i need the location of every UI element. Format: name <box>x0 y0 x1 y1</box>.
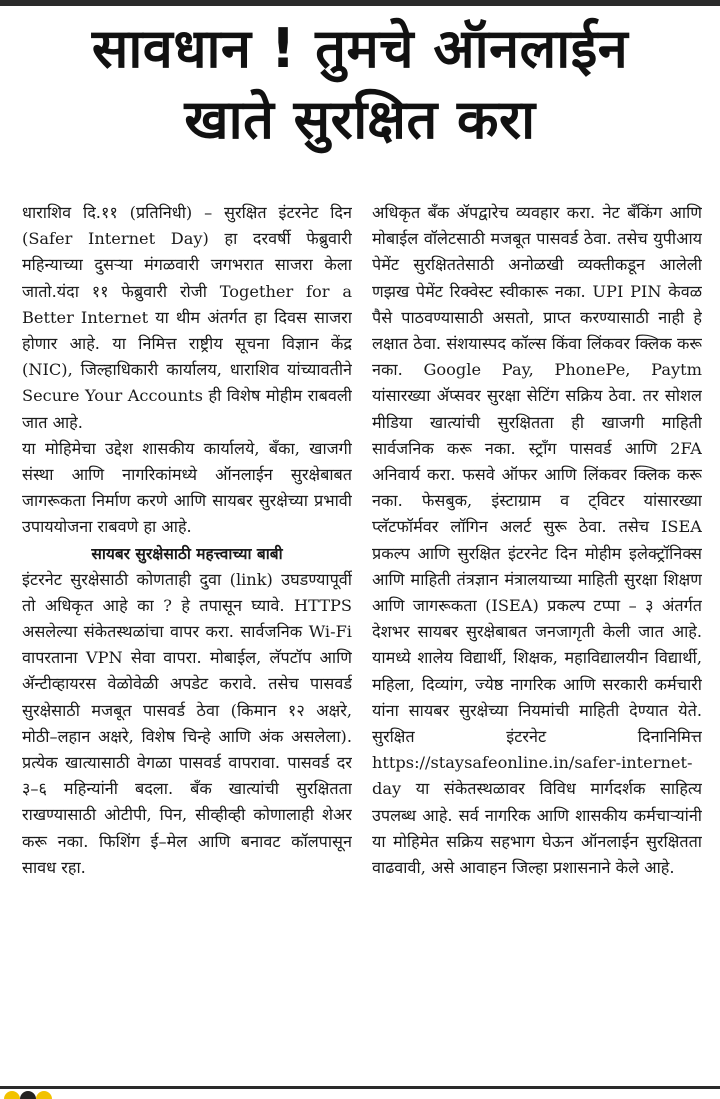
black-dot-icon <box>20 1091 36 1099</box>
left-paragraph-1: धाराशिव दि.११ (प्रतिनिधी) – सुरक्षित इंटरनेट दिन (Safer Internet Day) हा दरवर्षी फेब्रुवारी महिन्याच्या दुसऱ्या मंगळवारी जगभरात साजरा केला जातो.यंदा ११ फेब्रुवारी रोजी Together for a Better Internet या थीम अंतर्गत हा दिवस साजरा होणार आहे. या निमित्त राष्ट्रीय सूचना विज्ञान केंद्र (NIC), जिल्हाधिकारी कार्यालय, धाराशिव यांच्यावतीने Secure Your Accounts ही विशेष मोहीम राबवली जात आहे. <box>22 203 352 432</box>
top-rule <box>0 0 720 6</box>
yellow-dot-icon <box>36 1091 52 1099</box>
bottom-rule <box>0 1086 720 1089</box>
headline-line-1: सावधान ! तुमचे ऑनलाईन <box>91 17 629 80</box>
left-paragraph-2: या मोहिमेचा उद्देश शासकीय कार्यालये, बँका, खाजगी संस्था आणि नागरिकांमध्ये ऑनलाईन सुरक्षेबाबत जागरूकता निर्माण करणे आणि सायबर सुरक्षेच्या प्रभावी उपाययोजना राबवणे हा आहे. <box>22 438 352 537</box>
right-column <box>372 200 702 1050</box>
headline <box>0 14 720 156</box>
left-paragraph-3: इंटरनेट सुरक्षेसाठी कोणताही दुवा (link) उघडण्यापूर्वी तो अधिकृत आहे का ? हे तपासून घ्यावे. HTTPS असलेल्या संकेतस्थळांचा वापर करा. सार्वजनिक Wi-Fi वापरताना VPN सेवा वापरा. मोबाईल, लॅपटॉप आणि ॲन्टीव्हायरस वेळोवेळी अपडेट करावे. तसेच पासवर्ड सुरक्षेसाठी मजबूत पासवर्ड ठेवा (किमान १२ अक्षरे, मोठी–लहान अक्षरे, विशेष चिन्हे आणि अंक असलेला). प्रत्येक खात्यासाठी वेगळा पासवर्ड वापरावा. पासवर्ड दर ३–६ महिन्यांनी बदला. बँक खात्यांची सुरक्षितता राखण्यासाठी ओटीपी, पिन, सीव्हीव्ही कोणालाही शेअर करू नका. फिशिंग ई–मेल आणि बनावट कॉलपासून सावध रहा. <box>22 569 352 877</box>
yellow-dot-icon <box>4 1091 20 1099</box>
headline-line-2: खाते सुरक्षित करा <box>184 88 536 151</box>
right-paragraph-1: अधिकृत बँक ॲपद्वारेच व्यवहार करा. नेट बँकिंग आणि मोबाईल वॉलेटसाठी मजबूत पासवर्ड ठेवा. तसेच युपीआय पेमेंट सुरक्षिततेसाठी अनोळखी व्यक्तीकडून आलेली णझख पेमेंट रिक्वेस्ट स्वीकारू नका. UPI PIN केवळ पैसे पाठवण्यासाठी असतो, प्राप्त करण्यासाठी नाही हे लक्षात ठेवा. संशयास्पद कॉल्स किंवा लिंकवर क्लिक करू नका. Google Pay, PhonePe, Paytm यांसारख्या ॲप्सवर सुरक्षा सेटिंग सक्रिय ठेवा. तर सोशल मीडिया खात्यांची सुरक्षितता ही खाजगी माहिती सार्वजनिक करू नका. स्ट्राँग पासवर्ड आणि 2FA अनिवार्य करा. फसवे ऑफर आणि लिंकवर क्लिक करू नका. फेसबुक, इंस्टाग्राम व ट्विटर यांसारख्या प्लॅटफॉर्मवर लॉगिन अलर्ट सुरू ठेवा. तसेच ISEA प्रकल्प आणि सुरक्षित इंटरनेट दिन मोहीम इलेक्ट्रॉनिक्स आणि माहिती तंत्रज्ञान मंत्रालयाच्या माहिती सुरक्षा शिक्षण आणि जागरूकता (ISEA) प्रकल्प टप्पा – ३ अंतर्गत देशभर सायबर सुरक्षेबाबत जनजागृती केली जात आहे. यामध्ये शालेय विद्यार्थी, शिक्षक, महाविद्यालयीन विद्यार्थी, महिला, दिव्यांग, ज्येष्ठ नागरिक आणि सरकारी कर्मचारी यांना सायबर सुरक्षेच्या नियमांची माहिती देण्यात येते. सुरक्षित इंटरनेट दिनानिमित्त https://staysafeonline.in/safer-internet-day या संकेतस्थळावर विविध मार्गदर्शक साहित्य उपलब्ध आहे. सर्व नागरिक आणि शासकीय कर्मचाऱ्यांनी या मोहिमेत सक्रिय सहभाग घेऊन ऑनलाईन सुरक्षितता वाढवावी, असे आवाहन जिल्हा प्रशासनाने केले आहे. <box>372 203 702 878</box>
decorative-dots <box>0 1091 60 1099</box>
left-column <box>22 200 352 1050</box>
section-subheading: सायबर सुरक्षेसाठी महत्त्वाच्या बाबी <box>91 544 283 563</box>
article-body <box>22 200 702 1050</box>
